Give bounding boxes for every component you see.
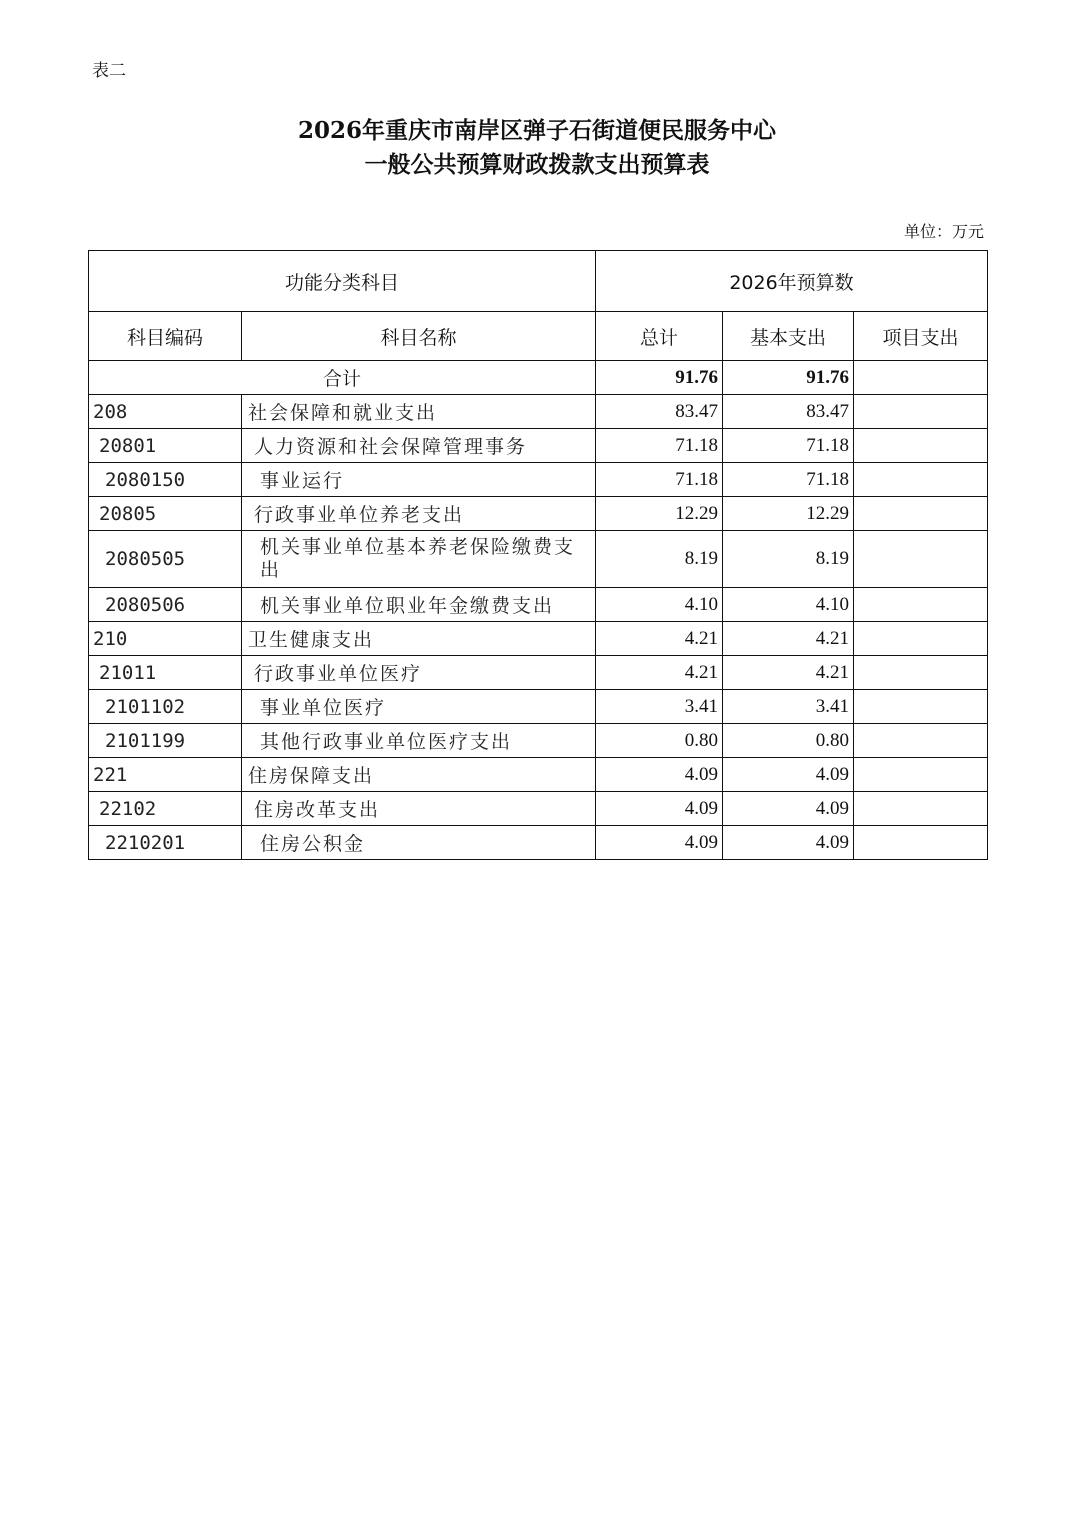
- header-row-columns: [89, 312, 988, 361]
- row-project: [854, 395, 988, 429]
- row-basic: 12.29: [723, 497, 854, 531]
- row-code: 22102: [89, 792, 242, 826]
- total-row: [89, 361, 988, 395]
- unit-label: 单位：万元: [903, 222, 984, 241]
- row-total: 4.21: [596, 656, 723, 690]
- header-row-top: [89, 251, 988, 312]
- table-row: [89, 588, 988, 622]
- header-basic: 基本支出: [723, 312, 854, 361]
- row-code: 2101102: [89, 690, 242, 724]
- row-basic: 3.41: [723, 690, 854, 724]
- row-project: [854, 792, 988, 826]
- row-total: 3.41: [596, 690, 723, 724]
- total-project: [854, 361, 988, 395]
- header-budget-year: 2026年预算数: [596, 251, 988, 312]
- row-project: [854, 463, 988, 497]
- row-basic: 4.09: [723, 758, 854, 792]
- total-total: 91.76: [596, 361, 723, 395]
- row-total: 71.18: [596, 463, 723, 497]
- row-total: 4.10: [596, 588, 723, 622]
- row-name: 行政事业单位养老支出: [242, 497, 596, 531]
- row-code: 2101199: [89, 724, 242, 758]
- row-basic: 8.19: [723, 531, 854, 588]
- row-basic: 4.09: [723, 792, 854, 826]
- row-code: 2210201: [89, 826, 242, 860]
- row-project: [854, 826, 988, 860]
- row-total: 83.47: [596, 395, 723, 429]
- budget-table: [88, 250, 988, 860]
- row-basic: 83.47: [723, 395, 854, 429]
- row-name: 社会保障和就业支出: [242, 395, 596, 429]
- table-row: [89, 622, 988, 656]
- row-total: 4.21: [596, 622, 723, 656]
- row-project: [854, 758, 988, 792]
- row-project: [854, 690, 988, 724]
- row-total: 12.29: [596, 497, 723, 531]
- row-total: 8.19: [596, 531, 723, 588]
- row-project: [854, 724, 988, 758]
- row-code: 221: [89, 758, 242, 792]
- row-code: 210: [89, 622, 242, 656]
- table-row: [89, 690, 988, 724]
- row-code: 2080150: [89, 463, 242, 497]
- row-basic: 4.09: [723, 826, 854, 860]
- row-project: [854, 588, 988, 622]
- row-total: 71.18: [596, 429, 723, 463]
- row-name: 事业单位医疗: [242, 690, 596, 724]
- row-project: [854, 656, 988, 690]
- row-basic: 0.80: [723, 724, 854, 758]
- row-name: 机关事业单位基本养老保险缴费支出: [242, 531, 596, 588]
- row-project: [854, 497, 988, 531]
- row-name: 行政事业单位医疗: [242, 656, 596, 690]
- row-total: 0.80: [596, 724, 723, 758]
- row-name: 住房改革支出: [242, 792, 596, 826]
- row-basic: 4.21: [723, 622, 854, 656]
- table-row: [89, 497, 988, 531]
- row-total: 4.09: [596, 826, 723, 860]
- row-code: 2080506: [89, 588, 242, 622]
- row-name: 住房保障支出: [242, 758, 596, 792]
- row-project: [854, 531, 988, 588]
- row-name: 住房公积金: [242, 826, 596, 860]
- row-project: [854, 622, 988, 656]
- header-functional-category: 功能分类科目: [89, 251, 596, 312]
- row-code: 2080505: [89, 531, 242, 588]
- row-name: 人力资源和社会保障管理事务: [242, 429, 596, 463]
- table-row: [89, 758, 988, 792]
- row-name: 事业运行: [242, 463, 596, 497]
- table-row: [89, 429, 988, 463]
- table-row: [89, 792, 988, 826]
- row-basic: 4.10: [723, 588, 854, 622]
- document-title-line1: 2026年重庆市南岸区弹子石街道便民服务中心: [297, 117, 776, 144]
- table-row: [89, 395, 988, 429]
- row-basic: 71.18: [723, 463, 854, 497]
- row-name: 其他行政事业单位医疗支出: [242, 724, 596, 758]
- total-basic: 91.76: [723, 361, 854, 395]
- header-total: 总计: [596, 312, 723, 361]
- row-basic: 71.18: [723, 429, 854, 463]
- row-code: 20801: [89, 429, 242, 463]
- row-code: 20805: [89, 497, 242, 531]
- document-title-line2: 一般公共预算财政拨款支出预算表: [364, 151, 710, 178]
- header-code: 科目编码: [89, 312, 242, 361]
- row-name: 卫生健康支出: [242, 622, 596, 656]
- header-name: 科目名称: [242, 312, 596, 361]
- row-total: 4.09: [596, 758, 723, 792]
- row-name: 机关事业单位职业年金缴费支出: [242, 588, 596, 622]
- row-basic: 4.21: [723, 656, 854, 690]
- total-label: 合计: [89, 361, 596, 395]
- table-row: [89, 656, 988, 690]
- row-total: 4.09: [596, 792, 723, 826]
- table-label: 表二: [92, 61, 126, 81]
- row-code: 21011: [89, 656, 242, 690]
- row-project: [854, 429, 988, 463]
- table-row: [89, 531, 988, 588]
- row-code: 208: [89, 395, 242, 429]
- table-row: [89, 463, 988, 497]
- table-row: [89, 724, 988, 758]
- table-row: [89, 826, 988, 860]
- header-project: 项目支出: [854, 312, 988, 361]
